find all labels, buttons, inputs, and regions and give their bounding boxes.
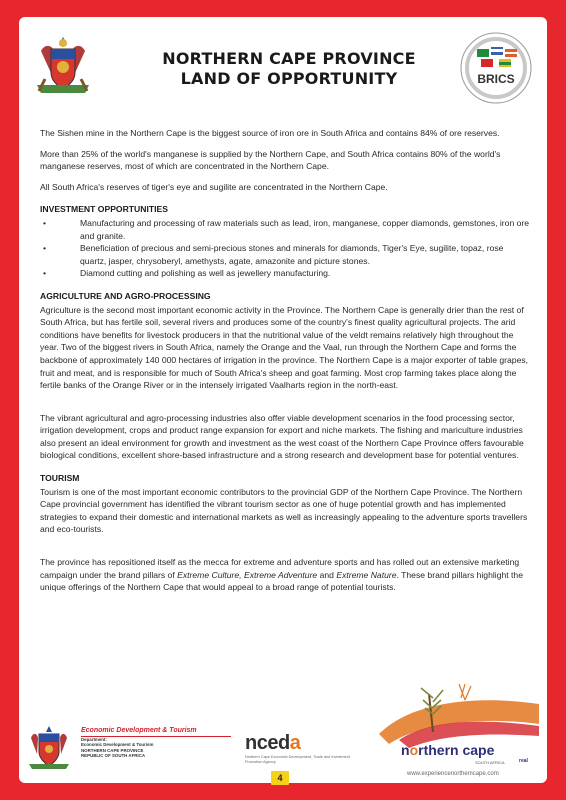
intro-paragraph: The Sishen mine in the Northern Cape is the biggest source of iron ore in South Africa and contains 84% of ore reserves. xyxy=(40,128,500,138)
page-number: 4 xyxy=(271,771,289,785)
department-name: Economic Development & Tourism xyxy=(81,726,231,737)
list-item xyxy=(40,217,530,242)
tourism-paragraph: Tourism is one of the most important economic contributors to the provincial GDP of the Northern Cape Province. The Northern Cape provincial government has identified the vibrant tourism sector as one of huge potential growth and has implemented strategies to expand their domestic and international markets as well as increasingly appealing to the adventure sports travellers and eco-tourists. xyxy=(40,486,528,535)
brics-logo xyxy=(459,31,533,105)
page xyxy=(19,17,547,783)
investment-list xyxy=(40,217,530,280)
tourism-paragraph: The province has repositioned itself as the mecca for extreme and adventure sports and has rolled out an extensive marketing campaign under the brand pillars of Extreme Culture, Extreme Adventure and Extreme Nature. These brand pillars highlight the unique offerings of the Northern Cape that would appeal to a broad range of potential tourists. xyxy=(40,557,523,593)
nceda-subtitle: Northern Cape Economic Development, Trade and Investment Promotion Agency xyxy=(245,755,350,764)
header xyxy=(19,17,547,122)
investment-heading: INVESTMENT OPPORTUNITIES xyxy=(40,204,168,215)
northern-cape-brand-graphic xyxy=(369,684,545,779)
northern-cape-logo: northern cape xyxy=(401,742,495,758)
agriculture-heading: AGRICULTURE AND AGRO-PROCESSING xyxy=(40,290,211,301)
website-url: www.experiencenorthemcape.com xyxy=(407,771,499,777)
coat-of-arms-icon xyxy=(25,724,73,770)
list-item-text: Diamond cutting and polishing as well as jewellery manufacturing. xyxy=(80,268,331,279)
agriculture-paragraph: The vibrant agricultural and agro-processing industries also offer viable development scenarios in the food processing sector, irrigation development, crops and product range expansion for export and niche markets. The fishing and mariculture industries also present an ideal environment for growth and investment as the west coast of the Northern Cape Province offers favourable biological conditions, excellent shore-based infrastructure and a strong research and development base for potential ventures. xyxy=(40,412,524,461)
title-line-2: LAND OF OPPORTUNITY xyxy=(180,69,398,88)
real-tagline: real xyxy=(519,758,528,764)
footer xyxy=(19,682,547,783)
country-label: SOUTH AFRICA xyxy=(475,760,505,765)
list-item xyxy=(40,267,530,280)
list-item-text: Manufacturing and processing of raw materials such as lead, iron, manganese, copper diamonds, gemstones, iron ore and granite. xyxy=(80,217,530,241)
page-title xyxy=(129,49,449,89)
bullet-icon: • xyxy=(43,243,47,254)
agriculture-paragraph: Agriculture is the second most important economic activity in the Province. The Northern Cape is generally drier than the rest of South Africa, but has fertile soil, several rivers and produces some of the country's finest quality agricultural projects. The arid conditions have benefits for livestock producers in that the nutritional value of the veldt remains relatively high throughout the year. Two of the biggest rivers in South Africa, namely the Orange and the Vaal, run through the Northern Cape and forms the backbone of approximately 140 000 hectares of irrigation in the province. The Northern Cape is a major exporter of table grapes, fruit and meat, and is responsible for much of South Africa's sheep and goat farming. Most crop farming takes place along the fertile banks of the Orange River or in the intensely irrigated Vaalharts region in the north-east. xyxy=(40,304,529,391)
department-block: Economic Development & Tourism Department: Economic Development & Tourism NORTHERN CAPE PROVINCE REPUBLIC OF SOUTH AFRICA xyxy=(81,726,231,759)
bullet-icon: • xyxy=(43,268,47,279)
intro-paragraph: More than 25% of the world's manganese is supplied by the Northern Cape, and South Africa contains 80% of the world's manganese reserves, most of which are concentrated in the Northern Cape. xyxy=(40,148,501,172)
brics-label: BRICS xyxy=(477,72,515,86)
main-content xyxy=(40,127,530,602)
nceda-logo: nceda Northern Cape Economic Development, Trade and Investment Promotion Agency xyxy=(245,732,355,764)
list-item xyxy=(40,242,530,267)
coat-of-arms-icon xyxy=(31,33,95,97)
brand-pillars: Extreme Culture, Extreme Adventure xyxy=(177,569,318,580)
intro-paragraph: All South Africa's reserves of tiger's eye and sugilite are concentrated in the Northern Cape. xyxy=(40,181,388,192)
title-line-1: NORTHERN CAPE PROVINCE xyxy=(162,49,416,68)
bullet-icon: • xyxy=(43,217,47,228)
tourism-heading: TOURISM xyxy=(40,473,80,484)
list-item-text: Beneficiation of precious and semi-precious stones and minerals for diamonds, Tiger's Eye, sugilite, topaz, rose quartz, jasper, chrysoberyl, amethysts, agate, amazonite and picture stones. xyxy=(80,243,504,266)
brand-pillar: Extreme Nature xyxy=(336,569,397,580)
